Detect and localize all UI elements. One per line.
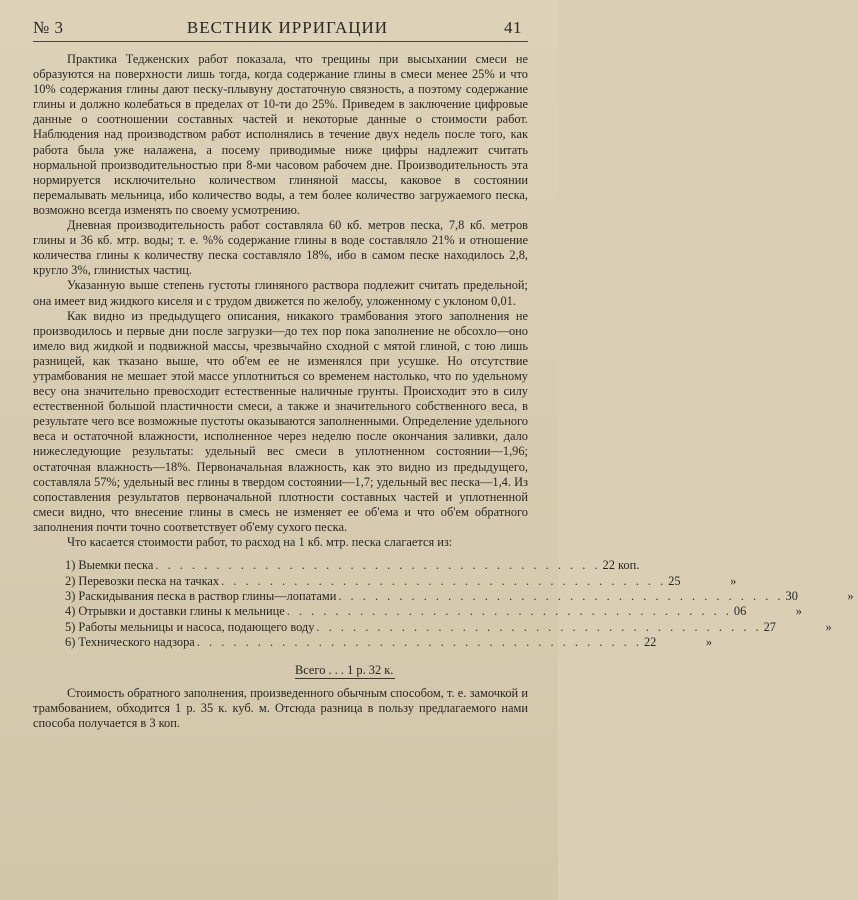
cost-item-value: 25 [668,573,681,588]
article-body [33,52,528,550]
leader-dots: . . . . . . . . . . . . . . . . . . . . . . . . . . . . . . . . . . . . . [196,635,642,650]
ditto-mark: » [825,619,832,634]
cost-item [65,558,640,573]
leader-dots: . . . . . . . . . . . . . . . . . . . . . . . . . . . . . . . . . . . . . [221,573,667,588]
leader-dots: . . . . . . . . . . . . . . . . . . . . . . . . . . . . . . . . . . . . . [286,604,732,619]
paragraph-density: Указанную выше степень густоты глиняного раствора подлежит считать предельной; она имеет вид жидкого киселя и с трудом движется по желобу, уложенному с уклоном 0,01. [33,278,528,308]
total-label: Всего [295,662,326,677]
total-value: 1 р. 32 к. [347,662,394,677]
total-line [295,663,395,679]
cost-item-label: 3) Раскидывания песка в раствор глины—лопатами [65,588,337,603]
cost-item-value: 27 [763,619,776,634]
cost-item-value: 22 коп. [602,558,640,573]
page-number: 41 [504,18,522,37]
cost-item-label: 5) Работы мельницы и насоса, подающего воду [65,619,315,634]
cost-item-label: 1) Выемки песка [65,558,154,573]
cost-item [65,573,737,589]
paragraph-clay-ratio: Практика Тедженских работ показала, что трещины при высыхании смеси не образуются на поверхности лишь тогда, когда содержание глины в смеси менее 25% и что 10% содержания глины дают песку-плывуну достаточную связность, а поэтому содержание глины и должно колебаться в пределах от 10-ти до 25%. Приведем в заключение цифровые данные о соотношении составных частей и некоторые данные о стоимости работ. Наблюдения над производством работ исполнялись в течение двух недель после того, как работа была уже налажена, а посему приводимые ниже цифры надлежит считать нормальной производительностью при 8-ми часовом рабочем дне. Производительность эта нормируется исключительно количеством глиняной массы, каковое в состоянии перемалывать мельница, ибо количество воды, а тем более количество загружаемого песка, возможно всегда изменять по своему усмотрению. [33,52,528,217]
leader-dots: . . . . . . . . . . . . . . . . . . . . . . . . . . . . . . . . . . . . . [316,619,762,634]
page-header [33,18,528,42]
cost-item [65,604,802,619]
cost-item-label: 4) Отрывки и доставки глины к мельнице [65,604,285,619]
cost-item-value: 22 [643,635,657,650]
cost-list [65,558,854,650]
cost-item [65,619,832,635]
cost-item-value: 30 [785,588,798,603]
cost-item [65,588,854,604]
cost-total [295,663,528,678]
paragraph-compaction: Как видно из предыдущего описания, никакого трамбования этого заполнения не производилось и первые дни после загрузки—до тех пор пока заполнение не обсохло—оно имело вид жидкой и подвижной массы, чрезвычайно сходной с мятой глиной, с тою лишь разницей, как тказано выше, что об'ем ее не изменялся при усушке. Но отсутствие утрамбования не мешает этой массе уплотниться со временем настолько, что по удельному весу она значительно превосходит естественные наличные грунты. Происходит это в силу естественной большой пластичности смеси, а также и значительного собственного веса, в результате чего все возможные пустоты оказываются заполненными. Определение удельного веса и остаточной влажности, исполненное через неделю после окончания заливки, дало нижеследующие результаты: удельный вес смеси в уплотненном состоянии—1,96; остаточная влажность—18%. Первоначальная влажность, как это видно из предыдущего, составляла 57%; удельный вес глины в твердом состоянии—1,7; удельный вес песка—1,4. Из сопоставления результатов первоначальной плотности составных частей и уплотненной смеси видно, что внесение глины в смесь не изменяет ее об'ема и что об'ем обратного заполнения почти точно соответствует об'ему сухого песка. [33,308,528,534]
journal-title: ВЕСТНИК ИРРИГАЦИИ [186,18,389,37]
paragraph-closing: Стоимость обратного заполнения, произведенного обычным способом, т. е. замочкой и трамбованием, обходится 1 р. 35 к. куб. м. Отсюда разница в пользу предлагаемого нами способа получается в 3 коп. [33,685,528,730]
ditto-mark: » [847,588,854,603]
cost-item [65,635,713,650]
leader-dots: . . . . . . . . . . . . . . . . . . . . . . . . . . . . . . . . . . . . . [338,588,784,603]
cost-item-label: 6) Технического надзора [65,635,195,650]
paragraph-cost-intro: Что касается стоимости работ, то расход на 1 кб. мтр. песка слагается из: [67,535,453,549]
cost-item-value: 06 [733,604,747,619]
ditto-mark: » [795,604,802,619]
ditto-mark: » [730,573,737,588]
paragraph-daily-output: Дневная производительность работ составляла 60 кб. метров песка, 7,8 кб. метров глины и 36 кб. мтр. воды; т. е. %% содержание глины в воде составляло 21% и отношение количества глины к количеству песка составляло 18%, ибо в самом песке находилось 2,8, кругло 3%, глинистых частиц. [33,218,528,278]
issue-number: № 3 [33,18,64,37]
cost-item-label: 2) Перевозки песка на тачках [65,573,220,588]
total-dots: . . . [328,662,348,677]
ditto-mark: » [705,635,713,650]
leader-dots: . . . . . . . . . . . . . . . . . . . . . . . . . . . . . . . . . . . . . [155,558,601,573]
article-closing [33,686,528,731]
